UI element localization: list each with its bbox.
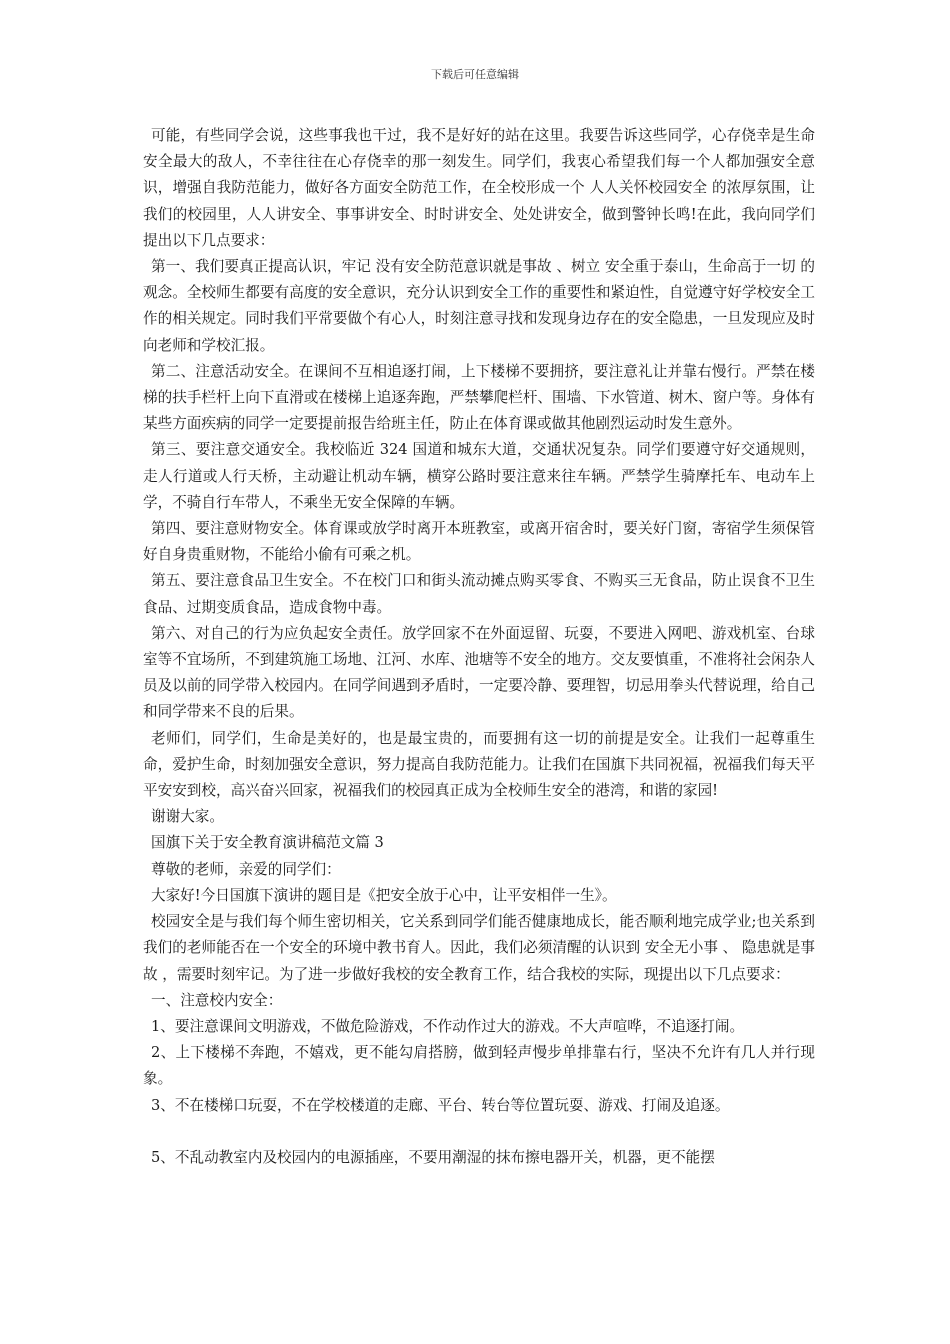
page-header: 下载后可任意编辑	[431, 68, 519, 81]
paragraph: 第二、注意活动安全。在课间不互相追逐打闹，上下楼梯不要拥挤，要注意礼让并靠右慢行。严禁在楼梯的扶手栏杆上向下直滑或在楼梯上追逐奔跑，严禁攀爬栏杆、围墙、下水管道、树木、窗户等。身体有某些方面疾病的同学一定要提前报告给班主任，防止在体育课或做其他剧烈运动时发生意外。	[143, 362, 815, 433]
paragraph: 老师们，同学们，生命是美好的，也是最宝贵的，而要拥有这一切的前提是安全。让我们一起尊重生命，爱护生命，时刻加强安全意识，努力提高自我防范能力。让我们在国旗下共同祝福，祝福我们每天平平安安到校，高兴奋兴回家，祝福我们的校园真正成为全校师生安全的港湾，和谐的家园!	[143, 729, 815, 800]
paragraph: 第五、要注意食品卫生安全。不在校门口和街头流动摊点购买零食、不购买三无食品，防止误食不卫生食品、过期变质食品，造成食物中毒。	[143, 572, 815, 616]
list-item: 5、不乱动教室内及校园内的电源插座，不要用潮湿的抹布擦电器开关，机器，更不能摆	[151, 1148, 715, 1166]
list-item: 3、不在楼梯口玩耍，不在学校楼道的走廊、平台、转台等位置玩耍、游戏、打闹及追逐。	[151, 1096, 730, 1114]
paragraph: 第四、要注意财物安全。体育课或放学时离开本班教室，或离开宿舍时，要关好门窗，寄宿学生须保管好自身贵重财物，不能给小偷有可乘之机。	[143, 520, 815, 564]
paragraph: 校园安全是与我们每个师生密切相关，它关系到同学们能否健康地成长，能否顺利地完成学业;也关系到我们的老师能否在一个安全的环境中教书育人。因此，我们必须清醒的认识到 安全无小事 、 隐患就是事故 ，需要时刻牢记。为了进一步做好我校的安全教育工作，结合我校的实际，现提出以下几点要求：	[143, 913, 815, 983]
paragraph: 第一、我们要真正提高认识，牢记 没有安全防范意识就是事故 、树立 安全重于泰山，生命高于一切 的观念。全校师生都要有高度的安全意识，充分认识到安全工作的重要性和紧迫性，自觉遵守好学校安全工作的相关规定。同时我们平常要做个有心人，时刻注意寻找和发现身边存在的安全隐患，一旦发现应及时向老师和学校汇报。	[143, 258, 815, 354]
document-body	[143, 123, 815, 1171]
paragraph: 可能，有些同学会说，这些事我也干过，我不是好好的站在这里。我要告诉这些同学，心存侥幸是生命安全最大的敌人，不幸往往在心存侥幸的那一刻发生。同学们，我衷心希望我们每一个人都加强安全意识，增强自我防范能力，做好各方面安全防范工作，在全校形成一个 人人关怀校园安全 的浓厚氛围，让我们的校园里，人人讲安全、事事讲安全、时时讲安全、处处讲安全，做到警钟长鸣!在此，我向同学们提出以下几点要求：	[143, 127, 815, 249]
list-item: 2、上下楼梯不奔跑，不嬉戏，更不能勾肩搭膀，做到轻声慢步单排靠右行，坚决不允许有几人并行现象。	[143, 1044, 815, 1088]
list-item: 1、要注意课间文明游戏，不做危险游戏，不作动作过大的游戏。不大声喧哗，不追逐打闹。	[151, 1017, 745, 1035]
paragraph: 第三、要注意交通安全。我校临近 324 国道和城东大道，交通状况复杂。同学们要遵守好交通规则，走人行道或人行天桥，主动避让机动车辆，横穿公路时要注意来往车辆。严禁学生骑摩托车、电动车上学，不骑自行车带人，不乘坐无安全保障的车辆。	[143, 441, 815, 511]
section-title: 国旗下关于安全教育演讲稿范文篇 3	[151, 834, 384, 852]
paragraph: 谢谢大家。	[151, 808, 224, 826]
paragraph: 第六、对自己的行为应负起安全责任。放学回家不在外面逗留、玩耍，不要进入网吧、游戏机室、台球室等不宜场所，不到建筑施工场地、江河、水库、池塘等不安全的地方。交友要慎重，不准将社会闲杂人员及以前的同学带入校园内。在同学间遇到矛盾时，一定要冷静、要理智，切忌用拳头代替说理，给自己和同学带来不良的后果。	[143, 624, 815, 721]
paragraph: 大家好!今日国旗下演讲的题目是《把安全放于心中，让平安相伴一生》。	[151, 886, 617, 904]
subheading: 一、注意校内安全：	[151, 991, 283, 1009]
blank-line	[143, 1119, 815, 1145]
salutation: 尊敬的老师，亲爱的同学们：	[151, 860, 341, 878]
